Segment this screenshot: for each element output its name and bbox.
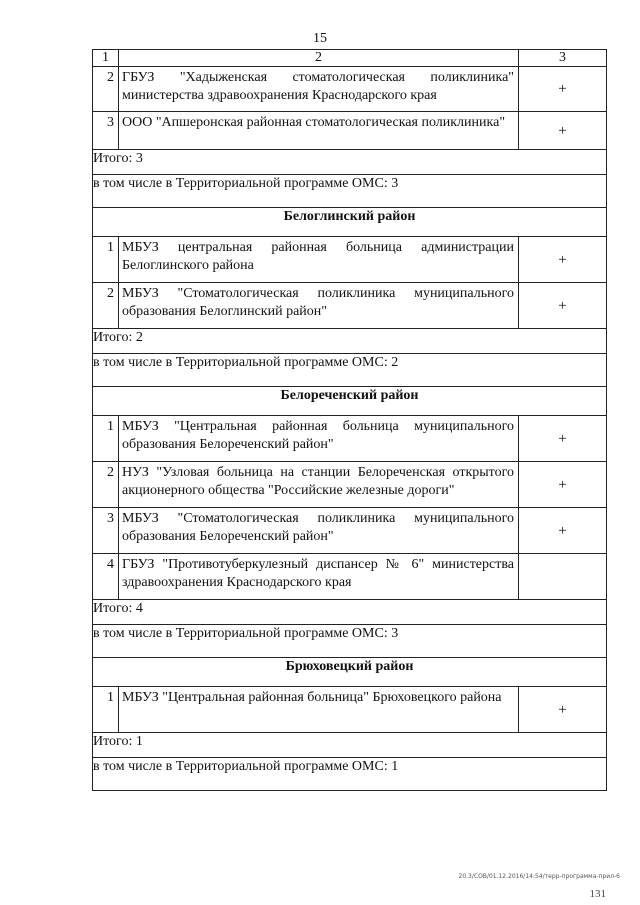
organization-name: ГБУЗ "Хадыженская стоматологическая поликлиника" министерства здравоохранения Краснодарского края (119, 67, 519, 112)
table-row (93, 462, 607, 508)
organization-name: МБУЗ "Стоматологическая поликлиника муниципального образования Белоглинский район" (119, 283, 519, 329)
oms-mark: + (519, 416, 607, 462)
oms-mark: + (519, 67, 607, 112)
district-title: Белоглинский район (93, 208, 607, 237)
column-header-2: 2 (119, 50, 519, 67)
row-number: 1 (93, 416, 119, 462)
row-number: 3 (93, 508, 119, 554)
oms-total-row (93, 175, 607, 208)
oms-total-row (93, 625, 607, 658)
page-number: 15 (313, 31, 327, 46)
oms-mark (519, 554, 607, 600)
medical-organizations-table (92, 49, 607, 791)
total-row (93, 329, 607, 354)
oms-total-row (93, 758, 607, 791)
organization-name: МБУЗ "Центральная районная больница муниципального образования Белореченский район" (119, 416, 519, 462)
sheet-number: 131 (589, 888, 606, 900)
column-header-3: 3 (519, 50, 607, 67)
row-number: 2 (93, 283, 119, 329)
row-number: 1 (93, 237, 119, 283)
organization-name: МБУЗ "Центральная районная больница" Брюховецкого района (119, 687, 519, 733)
total-text: Итого: 1 (93, 733, 607, 758)
table-row (93, 687, 607, 733)
column-header-row (93, 50, 607, 67)
oms-mark: + (519, 237, 607, 283)
oms-total-text: в том числе в Территориальной программе ОМС: 2 (93, 354, 607, 387)
oms-total-text: в том числе в Территориальной программе ОМС: 1 (93, 758, 607, 791)
table-row (93, 283, 607, 329)
organization-name: НУЗ "Узловая больница на станции Белореченская открытого акционерного общества "Российские железные дороги" (119, 462, 519, 508)
district-title: Белореченский район (93, 387, 607, 416)
document-stamp: 20.3/СОВ/01.12.2016/14:54/терр-программа-прил-6 (458, 873, 620, 880)
table-row (93, 416, 607, 462)
total-row (93, 600, 607, 625)
oms-total-text: в том числе в Территориальной программе ОМС: 3 (93, 625, 607, 658)
oms-mark: + (519, 687, 607, 733)
oms-total-row (93, 354, 607, 387)
row-number: 2 (93, 462, 119, 508)
oms-mark: + (519, 112, 607, 150)
district-heading-row (93, 387, 607, 416)
organization-name: МБУЗ "Стоматологическая поликлиника муниципального образования Белореченский район" (119, 508, 519, 554)
organization-name: ГБУЗ "Противотуберкулезный диспансер № 6" министерства здравоохранения Краснодарского края (119, 554, 519, 600)
total-row (93, 733, 607, 758)
table-row (93, 237, 607, 283)
organization-name: ООО "Апшеронская районная стоматологическая поликлиника" (119, 112, 519, 150)
total-text: Итого: 2 (93, 329, 607, 354)
total-row (93, 150, 607, 175)
column-header-1: 1 (93, 50, 119, 67)
district-heading-row (93, 208, 607, 237)
row-number: 4 (93, 554, 119, 600)
table-row (93, 554, 607, 600)
total-text: Итого: 4 (93, 600, 607, 625)
oms-mark: + (519, 283, 607, 329)
district-heading-row (93, 658, 607, 687)
oms-mark: + (519, 508, 607, 554)
oms-mark: + (519, 462, 607, 508)
row-number: 3 (93, 112, 119, 150)
total-text: Итого: 3 (93, 150, 607, 175)
table-row (93, 67, 607, 112)
district-title: Брюховецкий район (93, 658, 607, 687)
table-row (93, 508, 607, 554)
row-number: 1 (93, 687, 119, 733)
table-row (93, 112, 607, 150)
row-number: 2 (93, 67, 119, 112)
oms-total-text: в том числе в Территориальной программе ОМС: 3 (93, 175, 607, 208)
organization-name: МБУЗ центральная районная больница администрации Белоглинского района (119, 237, 519, 283)
